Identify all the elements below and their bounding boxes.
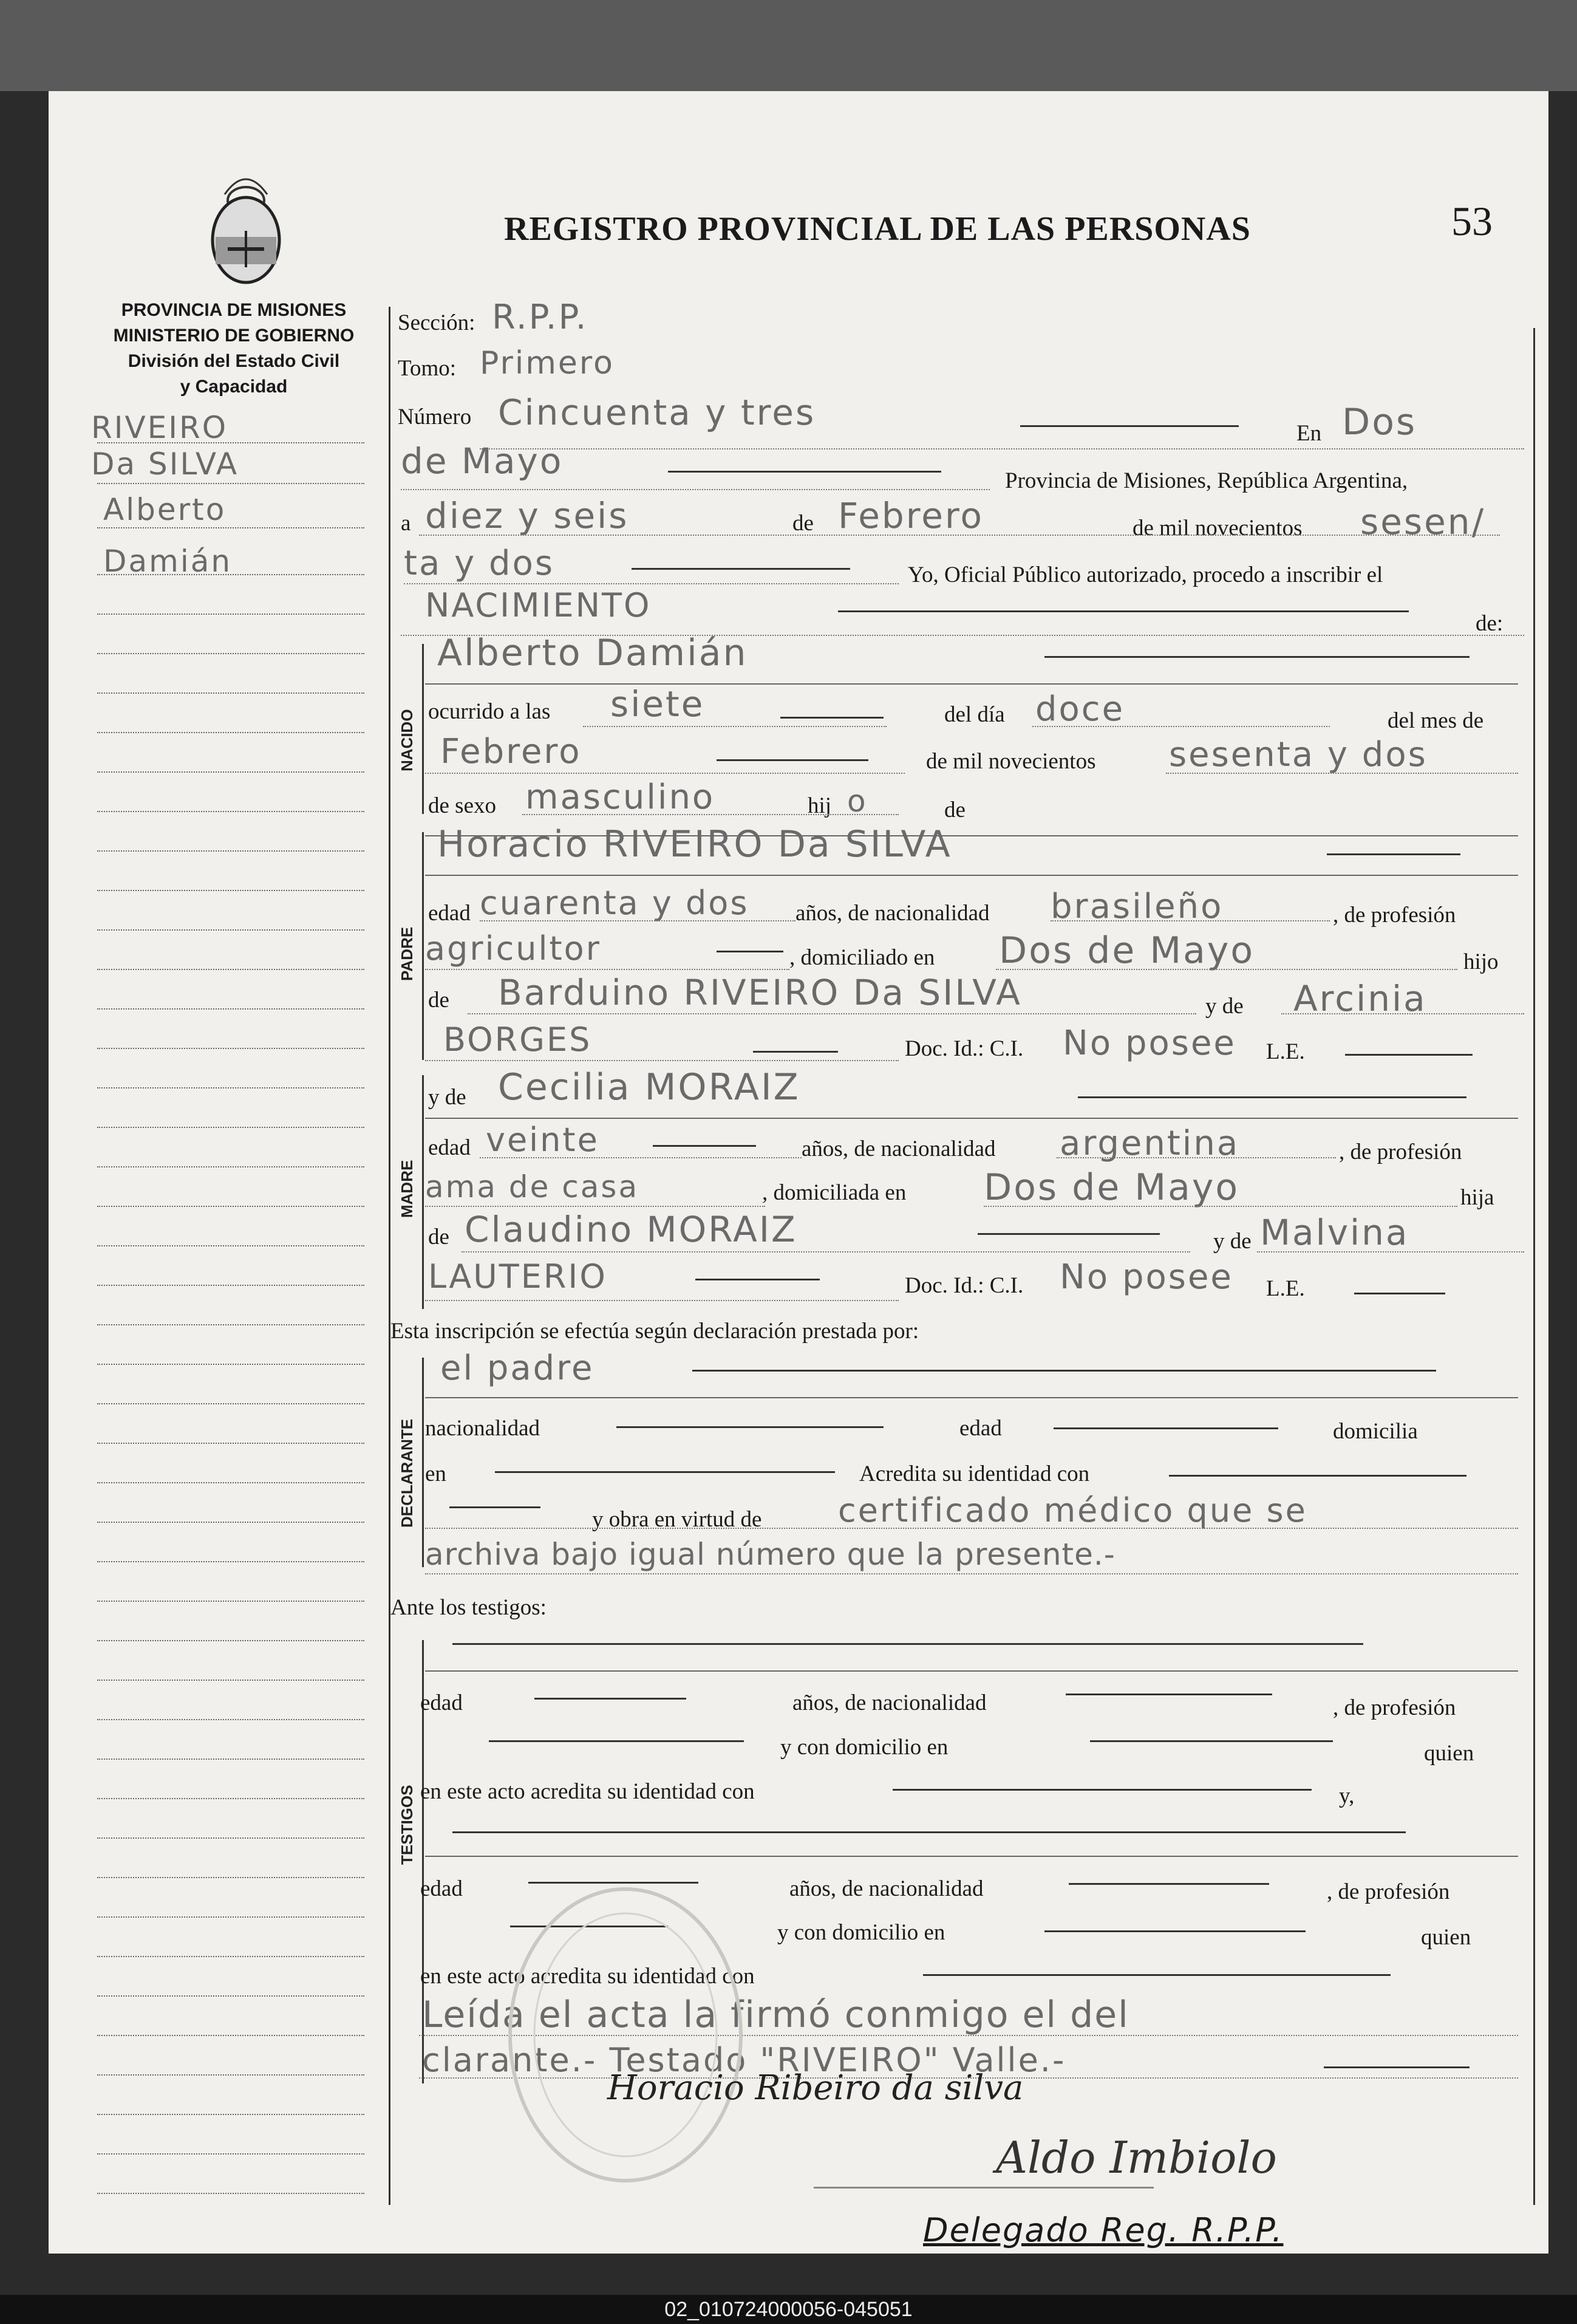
yo-text: Yo, Oficial Público autorizado, procedo a inscribir el [908, 562, 1383, 587]
declarante-value: el padre [440, 1348, 594, 1388]
place-value: de Mayo [401, 440, 564, 482]
del-mes-label: del mes de [1388, 708, 1484, 733]
acto-value: NACIMIENTO [425, 586, 652, 624]
padre-doc-value: No posee [1063, 1024, 1236, 1063]
madre-y-de-label: y de [428, 1085, 466, 1110]
testigo2-acredita-label: en este acto acredita su identidad con [420, 1964, 755, 1989]
declarante-edad-label: edad [959, 1416, 1002, 1441]
year-value-2: ta y dos [404, 544, 554, 583]
declarante-en-label: en [425, 1461, 446, 1486]
testigo1-y-label: y, [1339, 1783, 1355, 1808]
padre-profesion-label: , de profesión [1333, 903, 1456, 928]
madre-bracket [422, 1075, 424, 1309]
padre-hijo-label: hijo [1463, 949, 1499, 974]
testigo2-anos-label: años, de nacionalidad [789, 1876, 984, 1901]
madre-hija-label: hija [1460, 1185, 1494, 1210]
padre-bracket [422, 832, 424, 1060]
declarante-acredita-label: Acredita su identidad con [859, 1461, 1090, 1486]
madre-doc-value: No posee [1060, 1257, 1233, 1297]
declarante-label: DECLARANTE [398, 1418, 416, 1528]
padre-domiciliado-label: , domiciliado en [789, 945, 935, 970]
padre-le-label: L.E. [1266, 1039, 1305, 1064]
padre-doc-label: Doc. Id.: C.I. [905, 1036, 1024, 1061]
dia-value: doce [1035, 689, 1125, 729]
padre-nacionalidad-value: brasileño [1051, 887, 1224, 926]
padre-name: Horacio RIVEIRO Da SILVA [437, 823, 952, 866]
padre-edad-label: edad [428, 901, 471, 926]
closing-line-2: clarante.- Testado "RIVEIRO" Valle.- [422, 2041, 1066, 2079]
ocurrido-label: ocurrido a las [428, 699, 551, 724]
left-header [85, 298, 383, 400]
delegado-stamp: Delegado Reg. R.P.P. [923, 2211, 1284, 2249]
scan-id-footer: 02_010724000056-045051 [0, 2295, 1577, 2324]
declarante-obra-value: certificado médico que se [838, 1491, 1307, 1529]
hijo-label: hij [808, 793, 832, 818]
tomo-label: Tomo: [398, 356, 457, 381]
provincia-text: Provincia de Misiones, República Argentina, [1005, 468, 1408, 493]
margin-surname-2: Da SILVA [91, 446, 239, 482]
madre-domicilio-value: Dos de Mayo [984, 1166, 1240, 1209]
declarante-domicilia-label: domicilia [1333, 1419, 1418, 1444]
madre-doc-label: Doc. Id.: C.I. [905, 1273, 1024, 1298]
day-value: diez y seis [425, 495, 629, 536]
left-header-line3: División del Estado Civil [128, 351, 340, 371]
page-number: 53 [1451, 198, 1493, 244]
margin-given-2: Damián [103, 544, 233, 579]
signature-line [814, 2187, 1154, 2189]
del-dia-label: del día [944, 702, 1005, 727]
declarante-obra-label: y obra en virtud de [592, 1507, 762, 1532]
madre-anos-label: años, de nacionalidad [802, 1136, 996, 1161]
madre-de-label: de [428, 1225, 449, 1249]
sexo-value: masculino [525, 778, 715, 817]
hijo-value: o [847, 784, 868, 819]
padre-domicilio-value: Dos de Mayo [999, 929, 1255, 972]
madre-profesion-value: ama de casa [425, 1169, 639, 1205]
a-label: a [401, 511, 411, 536]
coat-of-arms-icon [200, 164, 291, 292]
declarante-obra-value-2: archiva bajo igual número que la presente.- [425, 1537, 1115, 1572]
seccion-value: R.P.P. [492, 298, 588, 337]
testigo2-quien-label: quien [1421, 1925, 1471, 1950]
madre-y-de2-label: y de [1213, 1229, 1252, 1254]
closing-line-1: Leída el acta la firmó conmigo el del [422, 1994, 1129, 2036]
madre-padre-value: Claudino MORAIZ [465, 1209, 797, 1250]
testigo1-quien-label: quien [1424, 1741, 1474, 1766]
page-top-background [0, 0, 1577, 91]
en-label: En [1296, 421, 1322, 446]
testigos-label: TESTIGOS [398, 1785, 416, 1865]
numero-label: Número [398, 405, 472, 429]
nacido-month: Febrero [440, 732, 582, 771]
hour-value: siete [610, 683, 705, 725]
padre-anos-label: años, de nacionalidad [795, 901, 990, 926]
padre-y-de-label: y de [1205, 994, 1244, 1019]
padre-edad-value: cuarenta y dos [480, 884, 749, 922]
testigo2-domicilio-label: y con domicilio en [777, 1920, 945, 1945]
testigo1-edad-label: edad [420, 1690, 463, 1715]
padre-profesion-value: agricultor [425, 929, 601, 968]
left-header-line1: PROVINCIA DE MISIONES [121, 300, 347, 320]
madre-le-label: L.E. [1266, 1276, 1305, 1301]
madre-profesion-label: , de profesión [1339, 1140, 1462, 1164]
year-value-1: sesen/ [1360, 501, 1486, 542]
nacido-de-label: de [944, 798, 966, 822]
nacido-name: Alberto Damián [437, 632, 748, 674]
testigo1-domicilio-label: y con domicilio en [780, 1735, 949, 1760]
madre-domiciliada-label: , domiciliada en [762, 1180, 907, 1205]
declaracion-intro: Esta inscripción se efectúa según declaración prestada por: [390, 1319, 919, 1344]
tomo-value: Primero [480, 345, 615, 381]
testigo1-anos-label: años, de nacionalidad [792, 1690, 987, 1715]
sexo-label: de sexo [428, 793, 496, 818]
declarante-nacionalidad-label: nacionalidad [425, 1416, 540, 1441]
declarante-signature: Horacio Ribeiro da silva [607, 2068, 1024, 2108]
left-header-line2: MINISTERIO DE GOBIERNO [113, 326, 355, 346]
madre-nacionalidad-value: argentina [1060, 1124, 1240, 1163]
testigos-intro: Ante los testigos: [390, 1595, 547, 1620]
seccion-label: Sección: [398, 310, 475, 335]
padre-label: PADRE [398, 926, 416, 981]
page-title: REGISTRO PROVINCIAL DE LAS PERSONAS [504, 210, 1251, 248]
en-value: Dos [1342, 401, 1417, 443]
padre-padre-value: Barduino RIVEIRO Da SILVA [498, 972, 1022, 1013]
main-frame-left [389, 307, 390, 2205]
madre-madre-surname: LAUTERIO [428, 1257, 607, 1296]
de-colon: de: [1476, 611, 1504, 636]
margin-surname-1: RIVEIRO [91, 410, 228, 445]
madre-edad-value: veinte [486, 1121, 599, 1159]
padre-madre-surname: BORGES [443, 1020, 592, 1059]
testigo1-profesion-label: , de profesión [1333, 1695, 1456, 1720]
main-frame-right [1533, 328, 1535, 2205]
month-value: Febrero [838, 495, 984, 536]
left-header-line4: y Capacidad [180, 377, 288, 397]
numero-value: Cincuenta y tres [498, 392, 816, 433]
mil-label: de mil novecientos [1133, 516, 1303, 541]
madre-name: Cecilia MORAIZ [498, 1066, 800, 1109]
nacido-mil-label: de mil novecientos [926, 749, 1096, 774]
madre-label: MADRE [398, 1160, 416, 1218]
nacido-year: sesenta y dos [1169, 735, 1428, 774]
de-label: de [792, 511, 814, 536]
official-stamp [498, 1871, 753, 2199]
declarante-bracket [422, 1358, 424, 1567]
padre-madre-value: Arcinia [1293, 978, 1427, 1019]
testigo1-acredita-label: en este acto acredita su identidad con [420, 1779, 755, 1804]
official-signature: Aldo Imbiolo [996, 2132, 1277, 2183]
nacido-bracket [422, 644, 424, 814]
padre-de-label: de [428, 988, 449, 1013]
madre-madre-value: Malvina [1260, 1212, 1409, 1253]
margin-given-1: Alberto [103, 492, 227, 527]
testigo2-profesion-label: , de profesión [1327, 1879, 1450, 1904]
nacido-label: NACIDO [398, 709, 416, 771]
madre-edad-label: edad [428, 1135, 471, 1160]
testigo2-edad-label: edad [420, 1876, 463, 1901]
